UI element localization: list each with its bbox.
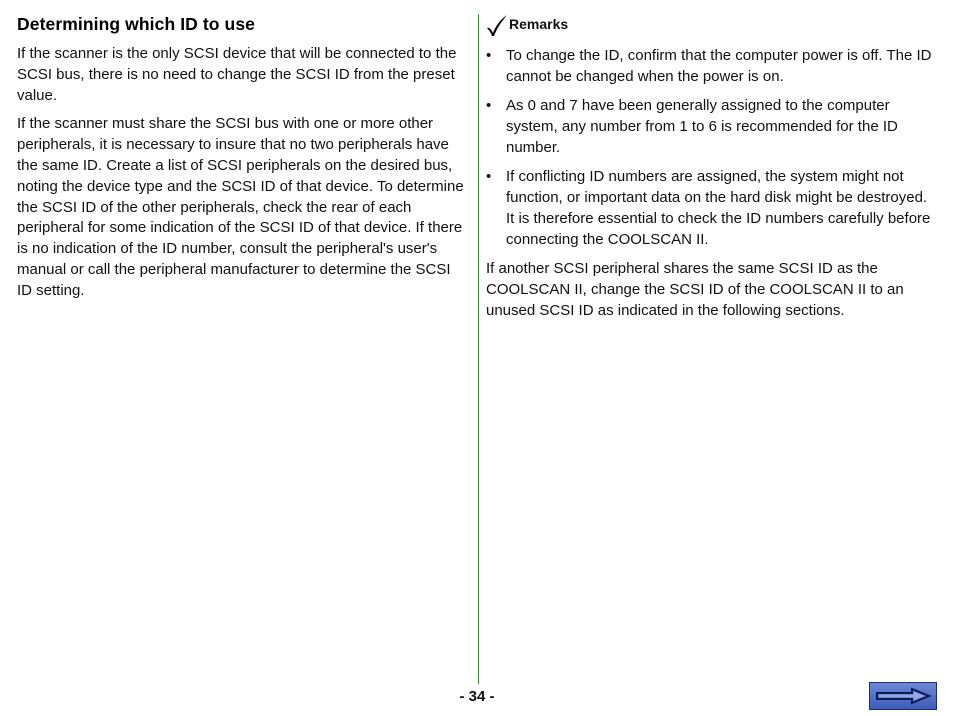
- bullet: •: [486, 97, 492, 115]
- remarks-list: [486, 46, 936, 250]
- remarks-title: Remarks: [509, 16, 569, 32]
- list-item: [486, 167, 936, 250]
- list-item: [486, 46, 936, 88]
- next-page-button[interactable]: [869, 682, 937, 710]
- right-column: [486, 14, 936, 329]
- remark-text: As 0 and 7 have been generally assigned to the computer system, any number from 1 to 6 is recommended for the ID number.: [506, 97, 898, 156]
- right-arrow-icon: [874, 687, 932, 705]
- page-number: - 34 -: [459, 688, 495, 705]
- bullet: •: [486, 47, 492, 64]
- shared-bus-paragraph: If the scanner must share the SCSI bus with one or more other peripherals, it is necessary to insure that no two peripherals have the same ID. Create a list of SCSI peripherals on the desired bus, noting the device type and the SCSI ID of that device. To determine the SCSI ID of the other peripherals, check the rear of each peripheral for some indication of the SCSI ID of that device. If there is no indication of the ID number, consult the peripheral's user's manual or call the peripheral manufacturer to determine the SCSI ID setting.: [17, 115, 464, 299]
- closing-paragraph: If another SCSI peripheral shares the same SCSI ID as the COOLSCAN II, change the SCSI ID of the COOLSCAN II to an unused SCSI ID as indicated in the following sections.: [486, 259, 904, 319]
- left-column: [17, 14, 469, 310]
- checkmark-icon: [486, 14, 508, 38]
- remark-text: To change the ID, confirm that the computer power is off. The ID cannot be changed when the power is on.: [506, 47, 932, 85]
- intro-paragraph: If the scanner is the only SCSI device that will be connected to the SCSI bus, there is no need to change the SCSI ID from the preset value.: [17, 45, 457, 104]
- remark-text: If conflicting ID numbers are assigned, the system might not function, or important data on the hard disk might be destroyed. It is therefore essential to check the ID numbers carefully before connecting the COOLSCAN II.: [506, 168, 931, 248]
- bullet: •: [486, 168, 492, 186]
- column-divider: [478, 14, 479, 684]
- section-heading: Determining which ID to use: [17, 14, 256, 34]
- remarks-header: [486, 14, 936, 38]
- list-item: [486, 96, 936, 158]
